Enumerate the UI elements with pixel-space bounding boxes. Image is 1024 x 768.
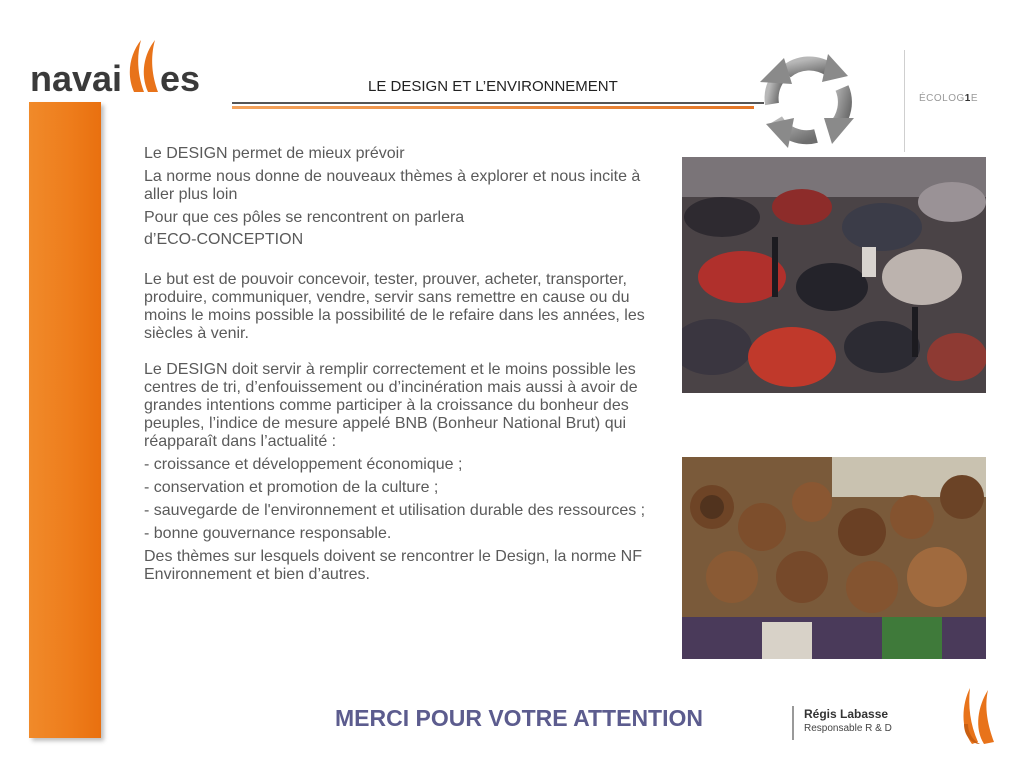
thank-you-message: MERCI POUR VOTRE ATTENTION <box>335 705 703 731</box>
header-divider <box>904 50 905 152</box>
slide-title: LE DESIGN ET L’ENVIRONNEMENT <box>368 78 618 95</box>
navailles-logo-graphic <box>30 34 220 104</box>
logo-text-left: navai <box>30 58 123 99</box>
photo-discarded-chairs <box>682 157 986 393</box>
header-rule <box>232 102 764 104</box>
slide-body <box>144 145 672 589</box>
bullet-item: - croissance et développement économique ; <box>144 456 463 473</box>
author-signature <box>792 706 924 740</box>
paragraph: d’ECO-CONCEPTION <box>144 231 304 248</box>
bullet-item: - sauvegarde de l'environnement et utilisation durable des ressources ; <box>144 502 646 519</box>
paragraph: Pour que ces pôles se rencontrent on parlera <box>144 209 465 226</box>
ecologie-label: ÉCOLOG1E <box>919 93 979 104</box>
navailles-logo <box>30 34 220 104</box>
navailles-flame-icon <box>958 684 998 746</box>
photo-smiling-children <box>682 457 986 659</box>
paragraph: Le but est de pouvoir concevoir, tester, prouver, acheter, transporter, produire, communiquer, vendre, servir sans remettre en cause ou du moins le moins possible la possibilité de le refaire dans les années, les siècles à venir. <box>144 271 645 342</box>
author-name: Régis Labasse <box>804 707 889 721</box>
header-accent-rule <box>232 106 754 109</box>
recycle-arrows-icon <box>756 48 860 152</box>
author-role: Responsable R & D <box>804 723 892 734</box>
paragraph: Des thèmes sur lesquels doivent se rencontrer le Design, la norme NF Environnement et bien d’autres. <box>144 548 642 583</box>
paragraph: Le DESIGN doit servir à remplir correctement et le moins possible les centres de tri, d’enfouissement ou d’incinération mais aussi à avoir de grandes intentions comme participer à la croissance du bonheur des peuples, l’indice de mesure appelé BNB (Bonheur National Brut) qui réapparaît dans l’actualité : <box>144 361 638 450</box>
paragraph: La norme nous donne de nouveaux thèmes à explorer et nous incite à aller plus loin <box>144 168 641 203</box>
paragraph: Le DESIGN permet de mieux prévoir <box>144 145 405 162</box>
logo-text-right: es <box>160 58 201 99</box>
bullet-item: - conservation et promotion de la culture ; <box>144 479 439 496</box>
orange-side-bar <box>29 102 101 738</box>
bullet-item: - bonne gouvernance responsable. <box>144 525 392 542</box>
